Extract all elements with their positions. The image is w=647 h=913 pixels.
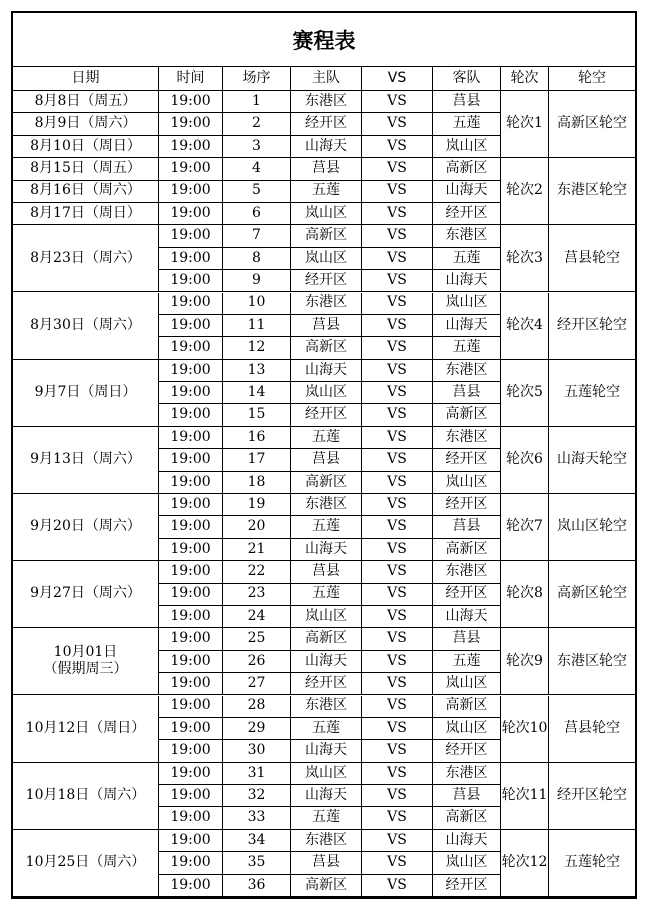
time-cell: 19:00 bbox=[159, 248, 223, 270]
bye-team-cell: 高新区轮空 bbox=[549, 91, 635, 158]
time-cell: 19:00 bbox=[159, 673, 223, 695]
time-cell: 19:00 bbox=[159, 113, 223, 135]
away-team-cell: 莒县 bbox=[433, 516, 501, 538]
vs-cell: VS bbox=[362, 293, 433, 315]
match-number-cell: 21 bbox=[223, 539, 291, 561]
match-number-cell: 9 bbox=[223, 270, 291, 292]
match-number-cell: 20 bbox=[223, 516, 291, 538]
home-team-cell: 岚山区 bbox=[291, 248, 362, 270]
time-cell: 19:00 bbox=[159, 91, 223, 113]
away-team-cell: 东港区 bbox=[433, 225, 501, 247]
away-team-cell: 岚山区 bbox=[433, 673, 501, 695]
round-cell: 轮次5 bbox=[501, 360, 549, 427]
vs-cell: VS bbox=[362, 696, 433, 718]
time-cell: 19:00 bbox=[159, 158, 223, 180]
date-cell: 10月18日（周六） bbox=[13, 763, 159, 830]
round-cell: 轮次4 bbox=[501, 293, 549, 360]
date-cell: 8月8日（周五） bbox=[13, 91, 159, 113]
vs-cell: VS bbox=[362, 651, 433, 673]
away-team-cell: 五莲 bbox=[433, 337, 501, 359]
vs-cell: VS bbox=[362, 136, 433, 158]
time-cell: 19:00 bbox=[159, 225, 223, 247]
time-cell: 19:00 bbox=[159, 181, 223, 203]
time-cell: 19:00 bbox=[159, 763, 223, 785]
vs-cell: VS bbox=[362, 875, 433, 897]
column-header: VS bbox=[362, 67, 433, 91]
home-team-cell: 岚山区 bbox=[291, 763, 362, 785]
match-number-cell: 33 bbox=[223, 807, 291, 829]
bye-team-cell: 五莲轮空 bbox=[549, 830, 635, 897]
away-team-cell: 岚山区 bbox=[433, 718, 501, 740]
time-cell: 19:00 bbox=[159, 270, 223, 292]
home-team-cell: 莒县 bbox=[291, 852, 362, 874]
away-team-cell: 经开区 bbox=[433, 740, 501, 762]
vs-cell: VS bbox=[362, 584, 433, 606]
home-team-cell: 五莲 bbox=[291, 516, 362, 538]
vs-cell: VS bbox=[362, 158, 433, 180]
time-cell: 19:00 bbox=[159, 472, 223, 494]
home-team-cell: 山海天 bbox=[291, 539, 362, 561]
vs-cell: VS bbox=[362, 248, 433, 270]
home-team-cell: 五莲 bbox=[291, 584, 362, 606]
match-number-cell: 28 bbox=[223, 696, 291, 718]
match-number-cell: 36 bbox=[223, 875, 291, 897]
match-number-cell: 18 bbox=[223, 472, 291, 494]
away-team-cell: 高新区 bbox=[433, 807, 501, 829]
bye-team-cell: 莒县轮空 bbox=[549, 225, 635, 292]
bye-team-cell: 岚山区轮空 bbox=[549, 494, 635, 561]
match-number-cell: 23 bbox=[223, 584, 291, 606]
vs-cell: VS bbox=[362, 181, 433, 203]
time-cell: 19:00 bbox=[159, 360, 223, 382]
away-team-cell: 经开区 bbox=[433, 584, 501, 606]
match-number-cell: 35 bbox=[223, 852, 291, 874]
away-team-cell: 岚山区 bbox=[433, 293, 501, 315]
away-team-cell: 山海天 bbox=[433, 606, 501, 628]
column-header: 客队 bbox=[433, 67, 501, 91]
home-team-cell: 岚山区 bbox=[291, 606, 362, 628]
round-cell: 轮次7 bbox=[501, 494, 549, 561]
home-team-cell: 五莲 bbox=[291, 427, 362, 449]
vs-cell: VS bbox=[362, 472, 433, 494]
time-cell: 19:00 bbox=[159, 628, 223, 650]
time-cell: 19:00 bbox=[159, 875, 223, 897]
time-cell: 19:00 bbox=[159, 561, 223, 583]
match-number-cell: 15 bbox=[223, 404, 291, 426]
home-team-cell: 岚山区 bbox=[291, 382, 362, 404]
away-team-cell: 岚山区 bbox=[433, 136, 501, 158]
away-team-cell: 山海天 bbox=[433, 315, 501, 337]
column-header: 主队 bbox=[291, 67, 362, 91]
round-cell: 轮次9 bbox=[501, 628, 549, 695]
match-number-cell: 16 bbox=[223, 427, 291, 449]
schedule-table bbox=[13, 67, 635, 897]
home-team-cell: 东港区 bbox=[291, 293, 362, 315]
vs-cell: VS bbox=[362, 628, 433, 650]
bye-team-cell: 经开区轮空 bbox=[549, 763, 635, 830]
vs-cell: VS bbox=[362, 315, 433, 337]
time-cell: 19:00 bbox=[159, 606, 223, 628]
vs-cell: VS bbox=[362, 606, 433, 628]
vs-cell: VS bbox=[362, 113, 433, 135]
column-header: 轮空 bbox=[549, 67, 635, 91]
match-number-cell: 5 bbox=[223, 181, 291, 203]
vs-cell: VS bbox=[362, 404, 433, 426]
away-team-cell: 莒县 bbox=[433, 91, 501, 113]
match-number-cell: 2 bbox=[223, 113, 291, 135]
match-number-cell: 22 bbox=[223, 561, 291, 583]
match-number-cell: 12 bbox=[223, 337, 291, 359]
time-cell: 19:00 bbox=[159, 539, 223, 561]
match-number-cell: 32 bbox=[223, 785, 291, 807]
match-number-cell: 30 bbox=[223, 740, 291, 762]
away-team-cell: 高新区 bbox=[433, 158, 501, 180]
home-team-cell: 经开区 bbox=[291, 673, 362, 695]
home-team-cell: 高新区 bbox=[291, 472, 362, 494]
home-team-cell: 莒县 bbox=[291, 449, 362, 471]
round-cell: 轮次1 bbox=[501, 91, 549, 158]
time-cell: 19:00 bbox=[159, 516, 223, 538]
date-cell: 8月23日（周六） bbox=[13, 225, 159, 292]
bye-team-cell: 经开区轮空 bbox=[549, 293, 635, 360]
match-number-cell: 29 bbox=[223, 718, 291, 740]
round-cell: 轮次11 bbox=[501, 763, 549, 830]
time-cell: 19:00 bbox=[159, 293, 223, 315]
home-team-cell: 高新区 bbox=[291, 875, 362, 897]
round-cell: 轮次6 bbox=[501, 427, 549, 494]
home-team-cell: 东港区 bbox=[291, 696, 362, 718]
date-cell: 8月10日（周日） bbox=[13, 136, 159, 158]
match-number-cell: 3 bbox=[223, 136, 291, 158]
vs-cell: VS bbox=[362, 360, 433, 382]
match-number-cell: 13 bbox=[223, 360, 291, 382]
date-cell: 8月9日（周六） bbox=[13, 113, 159, 135]
match-number-cell: 7 bbox=[223, 225, 291, 247]
home-team-cell: 山海天 bbox=[291, 651, 362, 673]
vs-cell: VS bbox=[362, 516, 433, 538]
home-team-cell: 山海天 bbox=[291, 785, 362, 807]
vs-cell: VS bbox=[362, 270, 433, 292]
time-cell: 19:00 bbox=[159, 315, 223, 337]
match-number-cell: 25 bbox=[223, 628, 291, 650]
match-number-cell: 1 bbox=[223, 91, 291, 113]
away-team-cell: 高新区 bbox=[433, 539, 501, 561]
date-cell: 9月7日（周日） bbox=[13, 360, 159, 427]
away-team-cell: 岚山区 bbox=[433, 472, 501, 494]
away-team-cell: 五莲 bbox=[433, 651, 501, 673]
vs-cell: VS bbox=[362, 763, 433, 785]
match-number-cell: 4 bbox=[223, 158, 291, 180]
home-team-cell: 经开区 bbox=[291, 270, 362, 292]
home-team-cell: 东港区 bbox=[291, 494, 362, 516]
date-cell: 8月17日（周日） bbox=[13, 203, 159, 225]
away-team-cell: 山海天 bbox=[433, 270, 501, 292]
home-team-cell: 高新区 bbox=[291, 628, 362, 650]
bye-team-cell: 莒县轮空 bbox=[549, 696, 635, 763]
round-cell: 轮次10 bbox=[501, 696, 549, 763]
bye-team-cell: 高新区轮空 bbox=[549, 561, 635, 628]
time-cell: 19:00 bbox=[159, 718, 223, 740]
vs-cell: VS bbox=[362, 718, 433, 740]
home-team-cell: 莒县 bbox=[291, 315, 362, 337]
vs-cell: VS bbox=[362, 830, 433, 852]
vs-cell: VS bbox=[362, 91, 433, 113]
vs-cell: VS bbox=[362, 203, 433, 225]
date-cell: 10月25日（周六） bbox=[13, 830, 159, 897]
home-team-cell: 东港区 bbox=[291, 91, 362, 113]
home-team-cell: 东港区 bbox=[291, 830, 362, 852]
away-team-cell: 东港区 bbox=[433, 561, 501, 583]
date-cell: 9月13日（周六） bbox=[13, 427, 159, 494]
time-cell: 19:00 bbox=[159, 584, 223, 606]
time-cell: 19:00 bbox=[159, 136, 223, 158]
time-cell: 19:00 bbox=[159, 449, 223, 471]
column-header: 轮次 bbox=[501, 67, 549, 91]
time-cell: 19:00 bbox=[159, 696, 223, 718]
vs-cell: VS bbox=[362, 561, 433, 583]
match-number-cell: 34 bbox=[223, 830, 291, 852]
away-team-cell: 高新区 bbox=[433, 696, 501, 718]
match-number-cell: 11 bbox=[223, 315, 291, 337]
match-number-cell: 24 bbox=[223, 606, 291, 628]
away-team-cell: 山海天 bbox=[433, 181, 501, 203]
vs-cell: VS bbox=[362, 382, 433, 404]
away-team-cell: 五莲 bbox=[433, 248, 501, 270]
schedule-sheet bbox=[11, 11, 637, 899]
vs-cell: VS bbox=[362, 427, 433, 449]
time-cell: 19:00 bbox=[159, 830, 223, 852]
match-number-cell: 31 bbox=[223, 763, 291, 785]
column-header: 场序 bbox=[223, 67, 291, 91]
round-cell: 轮次2 bbox=[501, 158, 549, 225]
time-cell: 19:00 bbox=[159, 337, 223, 359]
away-team-cell: 东港区 bbox=[433, 763, 501, 785]
vs-cell: VS bbox=[362, 852, 433, 874]
time-cell: 19:00 bbox=[159, 427, 223, 449]
vs-cell: VS bbox=[362, 337, 433, 359]
away-team-cell: 经开区 bbox=[433, 203, 501, 225]
date-cell: 9月27日（周六） bbox=[13, 561, 159, 628]
away-team-cell: 高新区 bbox=[433, 404, 501, 426]
bye-team-cell: 山海天轮空 bbox=[549, 427, 635, 494]
home-team-cell: 经开区 bbox=[291, 404, 362, 426]
date-cell: 8月15日（周五） bbox=[13, 158, 159, 180]
away-team-cell: 经开区 bbox=[433, 875, 501, 897]
away-team-cell: 山海天 bbox=[433, 830, 501, 852]
match-number-cell: 27 bbox=[223, 673, 291, 695]
home-team-cell: 五莲 bbox=[291, 807, 362, 829]
vs-cell: VS bbox=[362, 494, 433, 516]
vs-cell: VS bbox=[362, 225, 433, 247]
away-team-cell: 五莲 bbox=[433, 113, 501, 135]
vs-cell: VS bbox=[362, 449, 433, 471]
vs-cell: VS bbox=[362, 539, 433, 561]
date-cell: 10月01日 （假期周三） bbox=[13, 628, 159, 695]
round-cell: 轮次8 bbox=[501, 561, 549, 628]
date-cell: 10月12日（周日） bbox=[13, 696, 159, 763]
match-number-cell: 14 bbox=[223, 382, 291, 404]
vs-cell: VS bbox=[362, 673, 433, 695]
time-cell: 19:00 bbox=[159, 404, 223, 426]
away-team-cell: 莒县 bbox=[433, 785, 501, 807]
vs-cell: VS bbox=[362, 807, 433, 829]
away-team-cell: 岚山区 bbox=[433, 852, 501, 874]
home-team-cell: 山海天 bbox=[291, 740, 362, 762]
home-team-cell: 莒县 bbox=[291, 561, 362, 583]
home-team-cell: 岚山区 bbox=[291, 203, 362, 225]
time-cell: 19:00 bbox=[159, 494, 223, 516]
time-cell: 19:00 bbox=[159, 807, 223, 829]
vs-cell: VS bbox=[362, 740, 433, 762]
away-team-cell: 莒县 bbox=[433, 382, 501, 404]
home-team-cell: 经开区 bbox=[291, 113, 362, 135]
time-cell: 19:00 bbox=[159, 203, 223, 225]
page-title: 赛程表 bbox=[13, 13, 635, 67]
vs-cell: VS bbox=[362, 785, 433, 807]
round-cell: 轮次3 bbox=[501, 225, 549, 292]
away-team-cell: 经开区 bbox=[433, 494, 501, 516]
match-number-cell: 10 bbox=[223, 293, 291, 315]
column-header: 日期 bbox=[13, 67, 159, 91]
time-cell: 19:00 bbox=[159, 651, 223, 673]
home-team-cell: 高新区 bbox=[291, 337, 362, 359]
home-team-cell: 莒县 bbox=[291, 158, 362, 180]
round-cell: 轮次12 bbox=[501, 830, 549, 897]
bye-team-cell: 五莲轮空 bbox=[549, 360, 635, 427]
date-cell: 8月30日（周六） bbox=[13, 293, 159, 360]
match-number-cell: 17 bbox=[223, 449, 291, 471]
date-cell: 9月20日（周六） bbox=[13, 494, 159, 561]
match-number-cell: 8 bbox=[223, 248, 291, 270]
home-team-cell: 山海天 bbox=[291, 136, 362, 158]
home-team-cell: 山海天 bbox=[291, 360, 362, 382]
column-header: 时间 bbox=[159, 67, 223, 91]
time-cell: 19:00 bbox=[159, 852, 223, 874]
match-number-cell: 19 bbox=[223, 494, 291, 516]
time-cell: 19:00 bbox=[159, 740, 223, 762]
bye-team-cell: 东港区轮空 bbox=[549, 628, 635, 695]
away-team-cell: 东港区 bbox=[433, 360, 501, 382]
away-team-cell: 东港区 bbox=[433, 427, 501, 449]
home-team-cell: 高新区 bbox=[291, 225, 362, 247]
match-number-cell: 6 bbox=[223, 203, 291, 225]
match-number-cell: 26 bbox=[223, 651, 291, 673]
away-team-cell: 经开区 bbox=[433, 449, 501, 471]
home-team-cell: 五莲 bbox=[291, 181, 362, 203]
date-cell: 8月16日（周六） bbox=[13, 181, 159, 203]
time-cell: 19:00 bbox=[159, 382, 223, 404]
time-cell: 19:00 bbox=[159, 785, 223, 807]
away-team-cell: 莒县 bbox=[433, 628, 501, 650]
home-team-cell: 五莲 bbox=[291, 718, 362, 740]
bye-team-cell: 东港区轮空 bbox=[549, 158, 635, 225]
